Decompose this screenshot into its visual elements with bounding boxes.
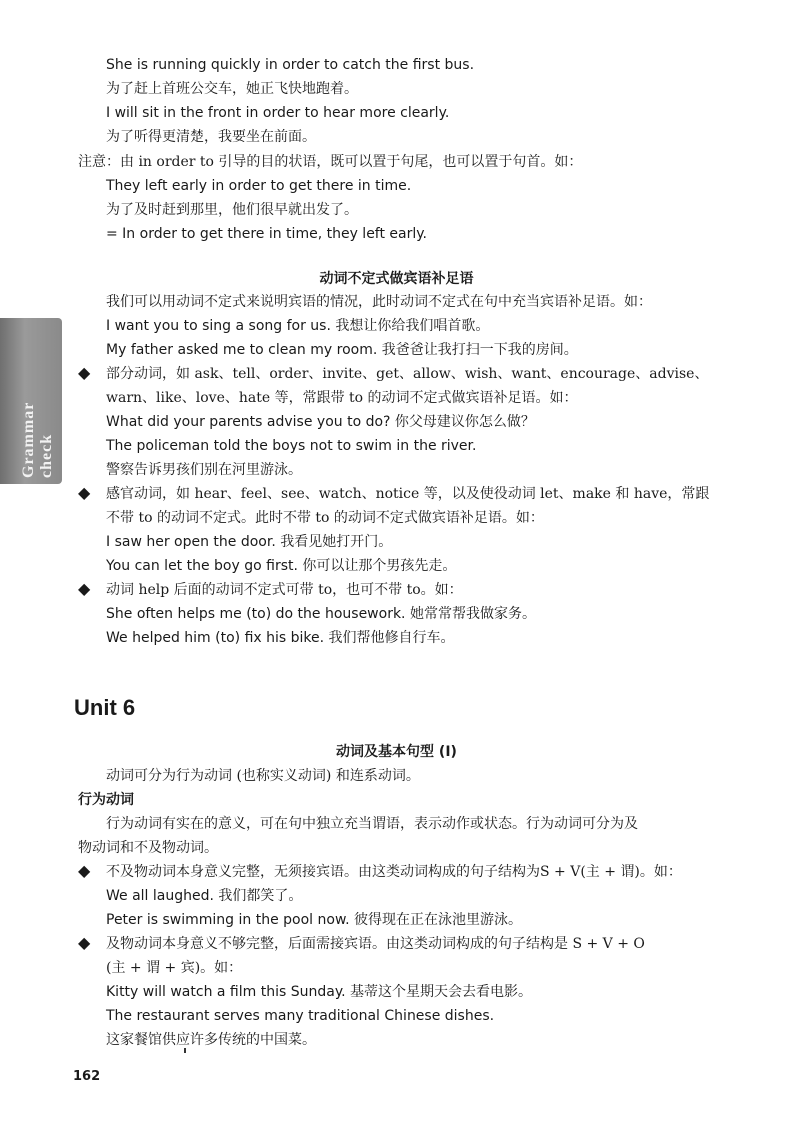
bullet-text: 及物动词本身意义不够完整，后面需接宾语。由这类动词构成的句子结构是 S + V + O	[106, 936, 645, 952]
section-intro: 我们可以用动词不定式来说明宾语的情况，此时动词不定式在句中充当宾语补足语。如：	[106, 294, 652, 310]
diamond-bullet-icon: ◆	[78, 579, 91, 598]
example-sentence: Kitty will watch a film this Sunday. 基蒂这个星期天会去看电影。	[106, 984, 533, 1000]
paragraph: 物动词和不及物动词。	[78, 840, 218, 856]
bullet-text: 不及物动词本身意义完整，无须接宾语。由这类动词构成的句子结构为S + V(主 + 谓)。如：	[106, 864, 682, 880]
example-sentence: I saw her open the door. 我看见她打开门。	[106, 534, 393, 550]
subheading: 行为动词	[78, 792, 134, 808]
scan-mark	[184, 1048, 186, 1053]
example-translation: 警察告诉男孩们别在河里游泳。	[106, 462, 302, 478]
example-sentence: We all laughed. 我们都笑了。	[106, 888, 303, 904]
diamond-bullet-icon: ◆	[78, 861, 91, 880]
diamond-bullet-icon: ◆	[78, 363, 91, 382]
example-sentence: My father asked me to clean my room. 我爸爸让我打扫一下我的房间。	[106, 342, 578, 358]
example-sentence: She often helps me (to) do the housework. 她常常帮我做家务。	[106, 606, 536, 622]
bullet-text: 感官动词，如 hear、feel、see、watch、notice 等，以及使役动词 let、make 和 have，常跟	[106, 486, 710, 502]
section-intro: 动词可分为行为动词 (也称实义动词) 和连系动词。	[106, 768, 420, 784]
bullet-text: 不带 to 的动词不定式。此时不带 to 的动词不定式做宾语补足语。如：	[106, 510, 544, 526]
example-sentence: They left early in order to get there in time.	[106, 178, 412, 194]
example-sentence: = In order to get there in time, they left early.	[106, 226, 428, 242]
side-tab-label: Grammar check	[20, 401, 55, 478]
example-sentence: The policeman told the boys not to swim in the river.	[106, 438, 477, 454]
diamond-bullet-icon: ◆	[78, 933, 91, 952]
side-tab	[0, 318, 62, 484]
bullet-text: 部分动词，如 ask、tell、order、invite、get、allow、wish、want、encourage、advise、	[106, 366, 709, 382]
unit-heading: Unit 6	[74, 695, 136, 720]
example-sentence: We helped him (to) fix his bike. 我们帮他修自行车。	[106, 630, 455, 646]
example-sentence: What did your parents advise you to do? 你父母建议你怎么做？	[106, 414, 535, 430]
section-title: 动词及基本句型 (I)	[336, 744, 457, 760]
bullet-text: warn、like、love、hate 等，常跟带 to 的动词不定式做宾语补足语。如：	[106, 390, 578, 406]
bullet-text: 动词 help 后面的动词不定式可带 to，也可不带 to。如：	[106, 582, 463, 598]
example-sentence: Peter is swimming in the pool now. 彼得现在正在泳池里游泳。	[106, 912, 523, 928]
example-sentence: I will sit in the front in order to hear more clearly.	[106, 105, 450, 121]
section-title: 动词不定式做宾语补足语	[319, 271, 474, 287]
bullet-text: (主 + 谓 + 宾)。如：	[106, 960, 243, 976]
example-sentence: I want you to sing a song for us. 我想让你给我们唱首歌。	[106, 318, 490, 334]
example-sentence: She is running quickly in order to catch the first bus.	[106, 57, 475, 73]
example-translation: 这家餐馆供应许多传统的中国菜。	[106, 1032, 316, 1048]
example-sentence: The restaurant serves many traditional Chinese dishes.	[106, 1008, 495, 1024]
example-sentence: You can let the boy go first. 你可以让那个男孩先走。	[106, 558, 457, 574]
diamond-bullet-icon: ◆	[78, 483, 91, 502]
example-translation: 为了赶上首班公交车，她正飞快地跑着。	[106, 81, 358, 97]
page-number: 162	[73, 1069, 101, 1084]
example-translation: 为了及时赶到那里，他们很早就出发了。	[106, 202, 358, 218]
example-translation: 为了听得更清楚，我要坐在前面。	[106, 129, 316, 145]
paragraph: 行为动词有实在的意义，可在句中独立充当谓语，表示动作或状态。行为动词可分为及	[106, 816, 638, 832]
note-line: 注意：由 in order to 引导的目的状语，既可以置于句尾，也可以置于句首。如：	[78, 154, 583, 170]
